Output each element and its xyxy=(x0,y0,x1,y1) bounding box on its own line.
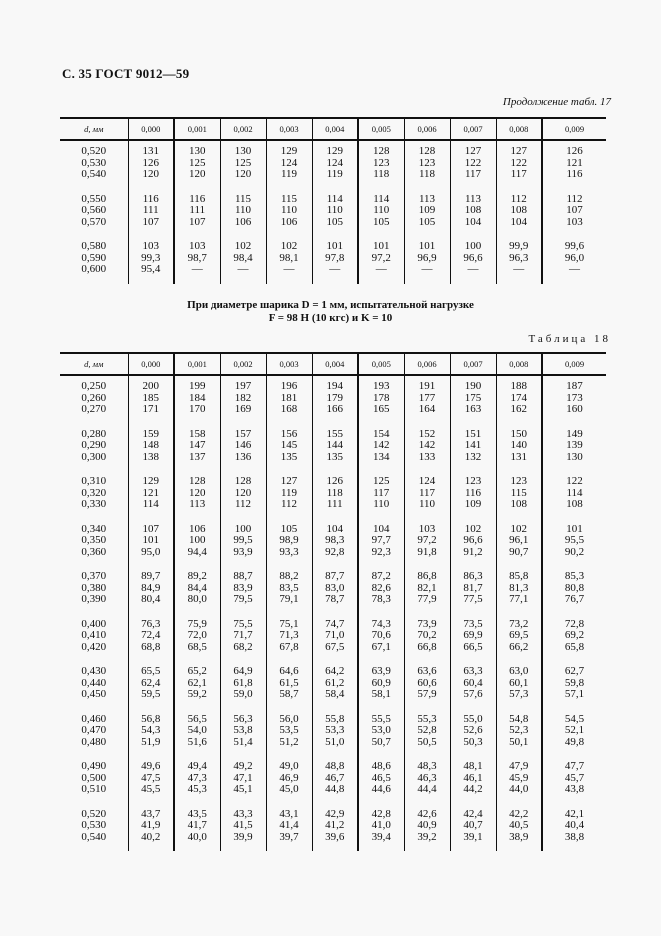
column-header: 0,007 xyxy=(450,118,496,140)
column-header: 0,008 xyxy=(496,353,542,375)
value-cell: 73,2 69,5 66,2 xyxy=(496,614,542,662)
table-row-group xyxy=(60,566,606,614)
value-cell: 101 97,8 — xyxy=(312,236,358,284)
value-cell: 150 140 131 xyxy=(496,424,542,472)
value-cell: 131 126 120 xyxy=(128,140,174,189)
column-header: 0,002 xyxy=(220,118,266,140)
value-cell: 116 111 107 xyxy=(174,189,220,237)
table-row-group xyxy=(60,189,606,237)
table-row-group xyxy=(60,236,606,284)
value-cell: 75,1 71,3 67,8 xyxy=(266,614,312,662)
value-cell: 42,2 40,5 38,9 xyxy=(496,804,542,852)
value-cell: 130 125 120 xyxy=(220,140,266,189)
value-cell: 48,8 46,7 44,8 xyxy=(312,756,358,804)
column-header: 0,005 xyxy=(358,353,404,375)
value-cell: 75,9 72,0 68,5 xyxy=(174,614,220,662)
value-cell: 114 110 105 xyxy=(312,189,358,237)
value-cell: 125 117 110 xyxy=(358,471,404,519)
value-cell: 74,3 70,6 67,1 xyxy=(358,614,404,662)
value-cell: 72,8 69,2 65,8 xyxy=(542,614,606,662)
value-cell: 48,6 46,5 44,6 xyxy=(358,756,404,804)
value-cell: 104 98,3 92,8 xyxy=(312,519,358,567)
row-label-cell: 0,580 0,590 0,600 xyxy=(81,240,107,275)
value-cell: 42,8 41,0 39,4 xyxy=(358,804,404,852)
value-cell: 112 108 104 xyxy=(496,189,542,237)
table-row-group xyxy=(60,140,606,189)
value-cell: 56,8 54,3 51,9 xyxy=(128,709,174,757)
column-header-d: d, мм xyxy=(60,353,128,375)
value-cell: 49,6 47,5 45,5 xyxy=(128,756,174,804)
value-cell: 107 101 95,0 xyxy=(128,519,174,567)
value-cell: 102 98,4 — xyxy=(220,236,266,284)
value-cell: 74,7 71,0 67,5 xyxy=(312,614,358,662)
value-cell: 85,8 81,3 77,1 xyxy=(496,566,542,614)
value-cell: 130 125 120 xyxy=(174,140,220,189)
value-cell: 129 124 119 xyxy=(266,140,312,189)
value-cell: 55,8 53,3 51,0 xyxy=(312,709,358,757)
value-cell: 155 144 135 xyxy=(312,424,358,472)
value-cell: 54,8 52,3 50,1 xyxy=(496,709,542,757)
value-cell: 188 174 162 xyxy=(496,375,542,424)
caption-line-1: При диаметре шарика D = 1 мм, испытательной нагрузке xyxy=(187,299,474,311)
row-label-cell: 0,340 0,350 0,360 xyxy=(81,522,107,558)
value-cell: 106 100 94,4 xyxy=(174,519,220,567)
value-cell: 101 97,2 — xyxy=(358,236,404,284)
value-cell: 76,3 72,4 68,8 xyxy=(128,614,174,662)
value-cell: 47,7 45,7 43,8 xyxy=(542,756,606,804)
value-cell: 65,5 62,4 59,5 xyxy=(128,661,174,709)
value-cell: 85,3 80,8 76,7 xyxy=(542,566,606,614)
value-cell: 73,5 69,9 66,5 xyxy=(450,614,496,662)
value-cell: 159 148 138 xyxy=(128,424,174,472)
row-label-cell: 0,430 0,440 0,450 xyxy=(81,665,107,700)
value-cell: 49,2 47,1 45,1 xyxy=(220,756,266,804)
table-row-group xyxy=(60,424,606,472)
value-cell: 126 118 111 xyxy=(312,471,358,519)
value-cell: 127 119 112 xyxy=(266,471,312,519)
value-cell: 104 97,7 92,3 xyxy=(358,519,404,567)
value-cell: 102 96,1 90,7 xyxy=(496,519,542,567)
row-label-cell: 0,370 0,380 0,390 xyxy=(81,570,107,605)
value-cell: 63,9 60,9 58,1 xyxy=(358,661,404,709)
value-cell: 100 99,5 93,9 xyxy=(220,519,266,567)
column-header: 0,003 xyxy=(266,118,312,140)
row-label-cell: 0,310 0,320 0,330 xyxy=(81,475,107,510)
table-row-group xyxy=(60,661,606,709)
value-cell: 87,2 82,6 78,3 xyxy=(358,566,404,614)
value-cell: 113 108 104 xyxy=(450,189,496,237)
table-header-row xyxy=(60,353,606,375)
continuation-note: Продолжение табл. 17 xyxy=(502,96,611,108)
value-cell: 47,9 45,9 44,0 xyxy=(496,756,542,804)
column-header: 0,004 xyxy=(312,353,358,375)
value-cell: 128 120 112 xyxy=(220,471,266,519)
table-row-group xyxy=(60,375,606,424)
value-cell: 151 141 132 xyxy=(450,424,496,472)
row-label-cell: 0,520 0,530 0,540 xyxy=(81,807,107,843)
value-cell: 55,3 52,8 50,5 xyxy=(404,709,450,757)
value-cell: 124 117 110 xyxy=(404,471,450,519)
value-cell: 54,5 52,1 49,8 xyxy=(542,709,606,757)
value-cell: 62,7 59,8 57,1 xyxy=(542,661,606,709)
value-cell: 197 182 169 xyxy=(220,375,266,424)
value-cell: 158 147 137 xyxy=(174,424,220,472)
value-cell: 87,7 83,0 78,7 xyxy=(312,566,358,614)
value-cell: 73,9 70,2 66,8 xyxy=(404,614,450,662)
value-cell: 88,7 83,9 79,5 xyxy=(220,566,266,614)
value-cell: 75,5 71,7 68,2 xyxy=(220,614,266,662)
value-cell: 55,5 53,0 50,7 xyxy=(358,709,404,757)
value-cell: 191 177 164 xyxy=(404,375,450,424)
value-cell: 129 124 119 xyxy=(312,140,358,189)
column-header: 0,001 xyxy=(174,353,220,375)
value-cell: 102 96,6 91,2 xyxy=(450,519,496,567)
value-cell: 89,7 84,9 80,4 xyxy=(128,566,174,614)
value-cell: 103 98,7 — xyxy=(174,236,220,284)
table-18 xyxy=(60,352,606,851)
table-row-group xyxy=(60,756,606,804)
value-cell: 89,2 84,4 80,0 xyxy=(174,566,220,614)
row-label-cell: 0,520 0,530 0,540 xyxy=(81,145,107,180)
value-cell: 63,3 60,4 57,6 xyxy=(450,661,496,709)
table-body xyxy=(60,375,606,851)
value-cell: 99,9 96,3 — xyxy=(496,236,542,284)
column-header: 0,005 xyxy=(358,118,404,140)
value-cell: 115 110 106 xyxy=(220,189,266,237)
table-row-group xyxy=(60,471,606,519)
value-cell: 56,0 53,5 51,2 xyxy=(266,709,312,757)
value-cell: 114 110 105 xyxy=(358,189,404,237)
value-cell: 103 99,3 95,4 xyxy=(128,236,174,284)
value-cell: 63,0 60,1 57,3 xyxy=(496,661,542,709)
value-cell: 100 96,6 — xyxy=(450,236,496,284)
value-cell: 64,9 61,8 59,0 xyxy=(220,661,266,709)
table-18-label: Таблица 18 xyxy=(528,333,611,345)
column-header: 0,006 xyxy=(404,353,450,375)
value-cell: 43,5 41,7 40,0 xyxy=(174,804,220,852)
value-cell: 116 111 107 xyxy=(128,189,174,237)
value-cell: 152 142 133 xyxy=(404,424,450,472)
value-cell: 127 122 117 xyxy=(450,140,496,189)
value-cell: 149 139 130 xyxy=(542,424,606,472)
value-cell: 42,1 40,4 38,8 xyxy=(542,804,606,852)
value-cell: 194 179 166 xyxy=(312,375,358,424)
value-cell: 193 178 165 xyxy=(358,375,404,424)
column-header: 0,009 xyxy=(542,118,606,140)
value-cell: 43,7 41,9 40,2 xyxy=(128,804,174,852)
caption-line-2: F = 98 Н (10 кгс) и K = 10 xyxy=(268,312,393,324)
table-row-group xyxy=(60,709,606,757)
row-label-cell: 0,550 0,560 0,570 xyxy=(81,192,107,228)
value-cell: 154 142 134 xyxy=(358,424,404,472)
value-cell: 48,1 46,1 44,2 xyxy=(450,756,496,804)
column-header: 0,006 xyxy=(404,118,450,140)
value-cell: 86,8 82,1 77,9 xyxy=(404,566,450,614)
value-cell: 112 107 103 xyxy=(542,189,606,237)
value-cell: 55,0 52,6 50,3 xyxy=(450,709,496,757)
column-header-d: d, мм xyxy=(60,118,128,140)
row-label-cell: 0,280 0,290 0,300 xyxy=(81,427,107,463)
value-cell: 48,3 46,3 44,4 xyxy=(404,756,450,804)
table-row-group xyxy=(60,519,606,567)
table-18-caption xyxy=(0,299,661,325)
value-cell: 190 175 163 xyxy=(450,375,496,424)
row-label-cell: 0,250 0,260 0,270 xyxy=(81,380,107,415)
value-cell: 128 120 113 xyxy=(174,471,220,519)
value-cell: 64,6 61,5 58,7 xyxy=(266,661,312,709)
value-cell: 123 116 109 xyxy=(450,471,496,519)
value-cell: 105 98,9 93,3 xyxy=(266,519,312,567)
value-cell: 128 123 118 xyxy=(404,140,450,189)
column-header: 0,007 xyxy=(450,353,496,375)
column-header: 0,002 xyxy=(220,353,266,375)
page-header: С. 35 ГОСТ 9012—59 xyxy=(62,66,190,81)
row-label-cell: 0,490 0,500 0,510 xyxy=(81,760,107,795)
value-cell: 187 173 160 xyxy=(542,375,606,424)
table-row-group xyxy=(60,804,606,852)
table-row-group xyxy=(60,614,606,662)
column-header: 0,004 xyxy=(312,118,358,140)
value-cell: 42,9 41,2 39,6 xyxy=(312,804,358,852)
value-cell: 126 121 116 xyxy=(542,140,606,189)
value-cell: 115 110 106 xyxy=(266,189,312,237)
value-cell: 88,2 83,5 79,1 xyxy=(266,566,312,614)
value-cell: 200 185 171 xyxy=(128,375,174,424)
row-label-cell: 0,460 0,470 0,480 xyxy=(81,712,107,748)
value-cell: 157 146 136 xyxy=(220,424,266,472)
value-cell: 49,0 46,9 45,0 xyxy=(266,756,312,804)
table-body xyxy=(60,140,606,284)
column-header: 0,000 xyxy=(128,118,174,140)
value-cell: 102 98,1 — xyxy=(266,236,312,284)
table-header-row xyxy=(60,118,606,140)
value-cell: 56,3 53,8 51,4 xyxy=(220,709,266,757)
value-cell: 127 122 117 xyxy=(496,140,542,189)
value-cell: 49,4 47,3 45,3 xyxy=(174,756,220,804)
column-header: 0,003 xyxy=(266,353,312,375)
value-cell: 42,6 40,9 39,2 xyxy=(404,804,450,852)
value-cell: 113 109 105 xyxy=(404,189,450,237)
column-header: 0,000 xyxy=(128,353,174,375)
value-cell: 128 123 118 xyxy=(358,140,404,189)
value-cell: 56,5 54,0 51,6 xyxy=(174,709,220,757)
value-cell: 122 114 108 xyxy=(542,471,606,519)
column-header: 0,001 xyxy=(174,118,220,140)
value-cell: 64,2 61,2 58,4 xyxy=(312,661,358,709)
value-cell: 103 97,2 91,8 xyxy=(404,519,450,567)
row-label-cell: 0,400 0,410 0,420 xyxy=(81,617,107,653)
value-cell: 42,4 40,7 39,1 xyxy=(450,804,496,852)
value-cell: 65,2 62,1 59,2 xyxy=(174,661,220,709)
value-cell: 43,3 41,5 39,9 xyxy=(220,804,266,852)
value-cell: 196 181 168 xyxy=(266,375,312,424)
value-cell: 199 184 170 xyxy=(174,375,220,424)
value-cell: 86,3 81,7 77,5 xyxy=(450,566,496,614)
value-cell: 43,1 41,4 39,7 xyxy=(266,804,312,852)
value-cell: 129 121 114 xyxy=(128,471,174,519)
column-header: 0,008 xyxy=(496,118,542,140)
value-cell: 156 145 135 xyxy=(266,424,312,472)
value-cell: 101 95,5 90,2 xyxy=(542,519,606,567)
column-header: 0,009 xyxy=(542,353,606,375)
value-cell: 101 96,9 — xyxy=(404,236,450,284)
value-cell: 123 115 108 xyxy=(496,471,542,519)
value-cell: 63,6 60,6 57,9 xyxy=(404,661,450,709)
value-cell: 99,6 96,0 — xyxy=(542,236,606,284)
table-17 xyxy=(60,117,606,284)
